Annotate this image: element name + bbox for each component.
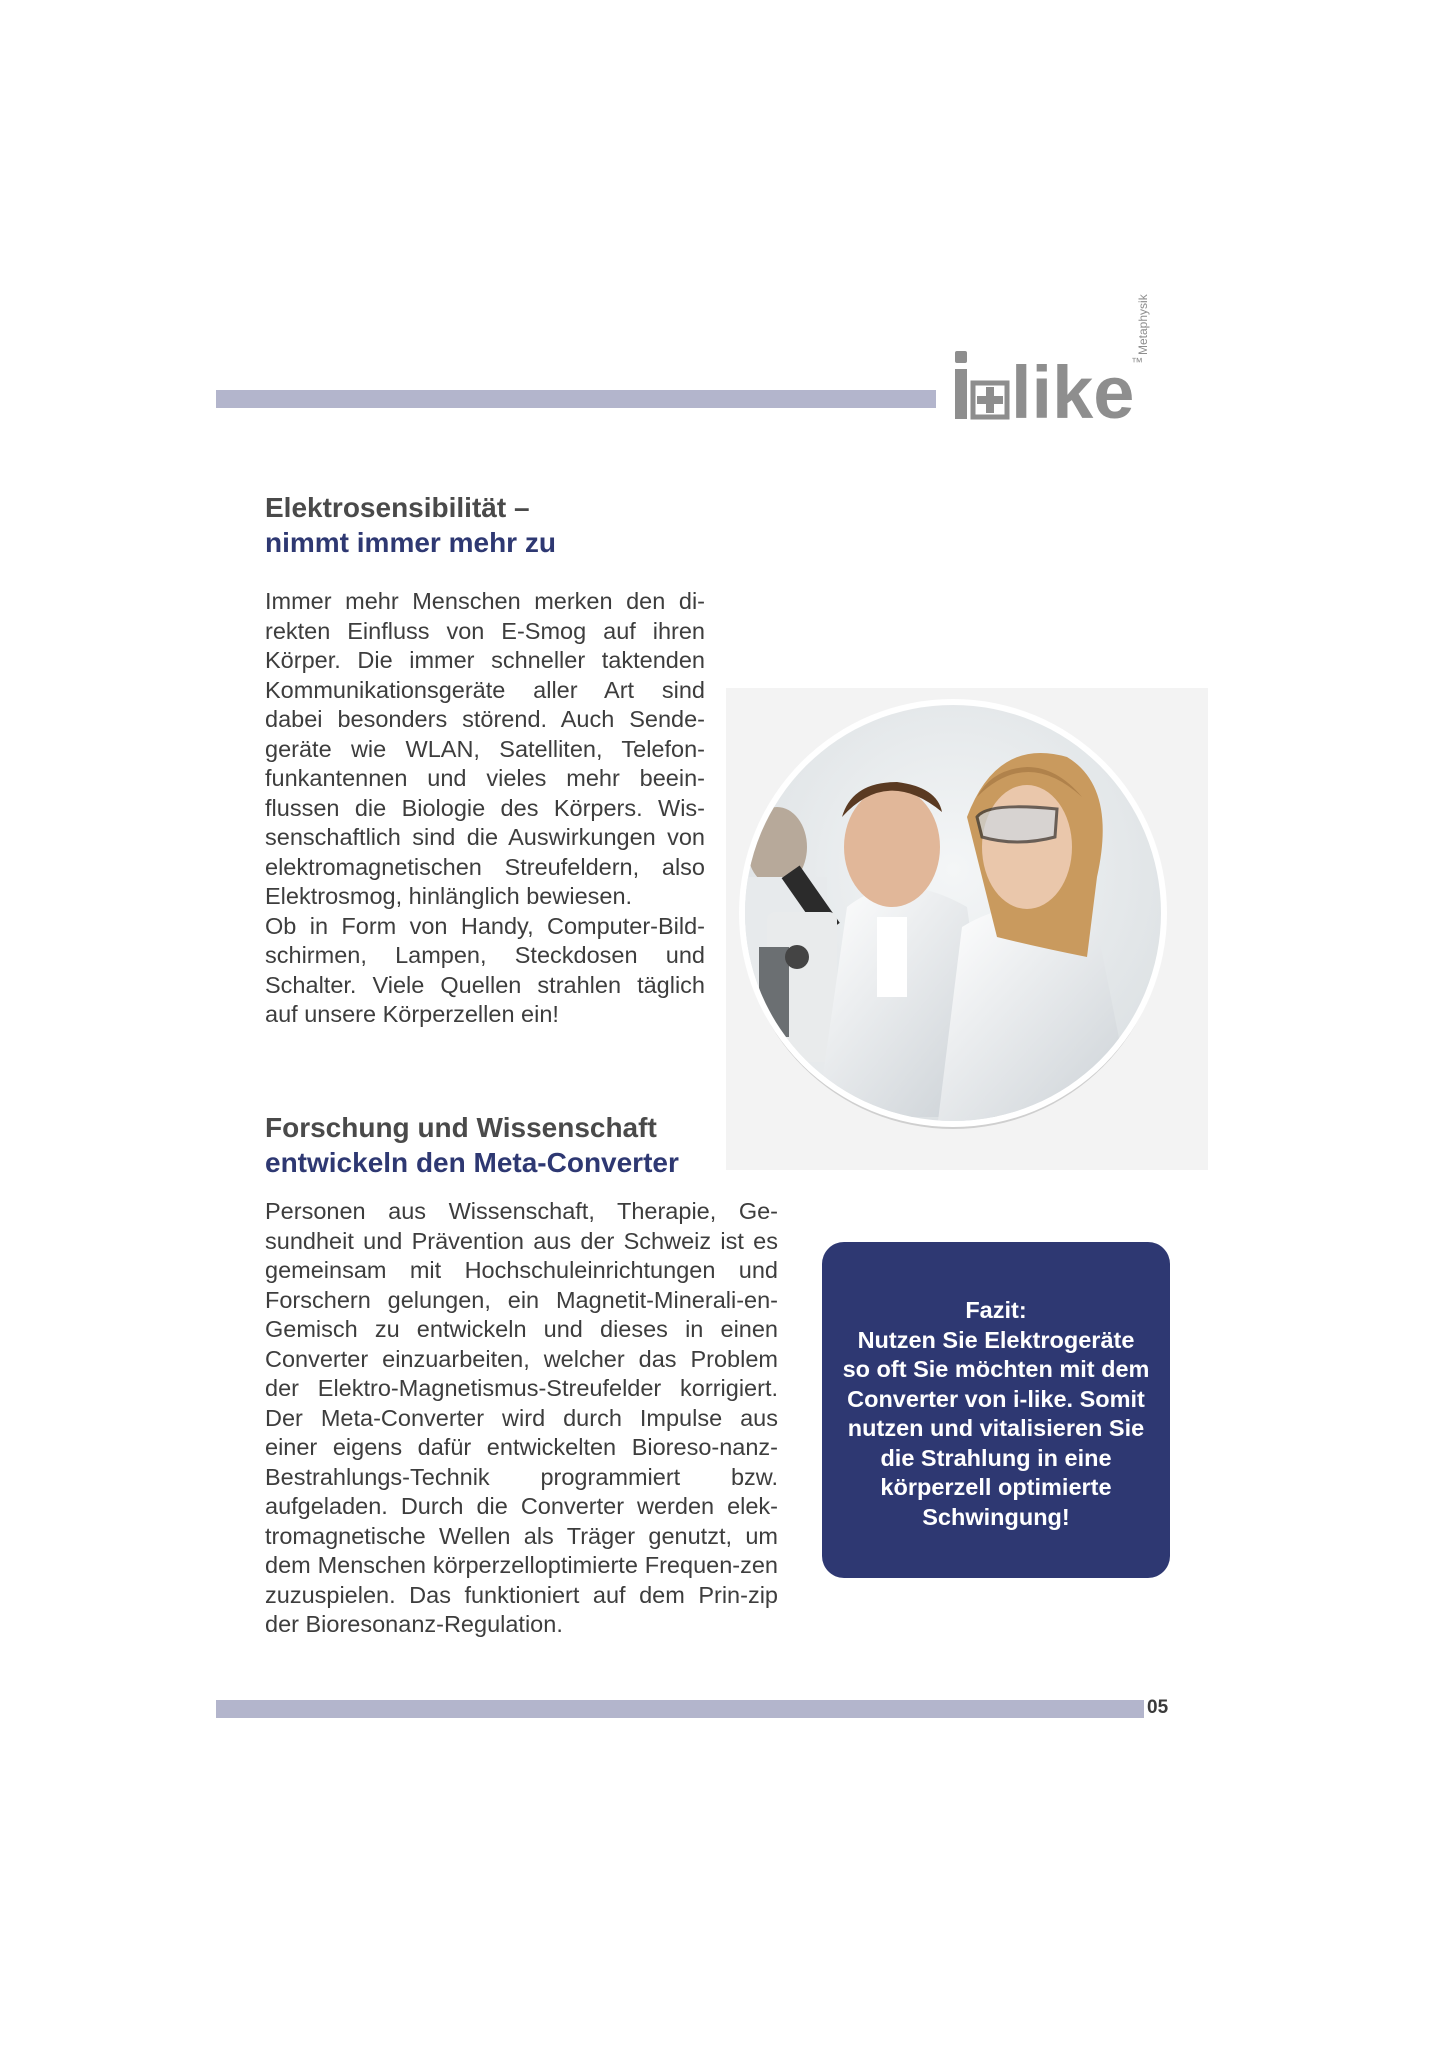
- fazit-line: nutzen und vitalisieren Sie: [847, 1415, 1145, 1441]
- footer-bar: [216, 1700, 1144, 1718]
- fazit-box: [822, 1242, 1170, 1578]
- fazit-line: körperzell optimierte: [880, 1474, 1112, 1500]
- paragraph: Immer mehr Menschen merken den di-rekten Einfluss von E-Smog auf ihren Körper. Die immer schneller taktenden Kommunikationsgeräte aller Art sind dabei besonders störend. Auch Sende-geräte wie WLAN, Satelliten, Telefon-funkantennen und vieles mehr beein-flussen die Biologie des Körpers. Wis-senschaftlich sind die Auswirkungen von elektromagnetischen Streufeldern, also Elektrosmog, hinlänglich bewiesen.: [265, 588, 705, 909]
- fazit-line: so oft Sie möchten mit dem: [842, 1356, 1150, 1382]
- trademark-symbol: ™: [1131, 355, 1143, 369]
- paragraph: Personen aus Wissenschaft, Therapie, Ge-sundheit und Prävention aus der Schweiz ist es gemeinsam mit Hochschuleinrichtungen und Forschern gelungen, ein Magnetit-Minerali-en-Gemisch zu entwickeln und dieses in einen Converter einzuarbeiten, welcher das Problem der Elektro-Magnetismus-Streufelder korrigiert. Der Meta-Converter wird durch Impulse aus einer eigens dafür entwickelten Bioreso-nanz-Bestrahlungs-Technik programmiert bzw. aufgeladen. Durch die Converter werden elek-tromagnetische Wellen als Träger genutzt, um dem Menschen körperzelloptimierte Frequen-zen zuzuspielen. Das funktioniert auf dem Prin-zip der Bioresonanz-Regulation.: [265, 1198, 778, 1637]
- paragraph: Ob in Form von Handy, Computer-Bild-schirmen, Lampen, Steckdosen und Schalter. Viele Quellen strahlen täglich auf unsere Körperzellen ein!: [265, 912, 705, 1027]
- section-body-forschung: [265, 1197, 778, 1640]
- section-title-line2: nimmt immer mehr zu: [265, 527, 556, 558]
- fazit-line: Nutzen Sie Elektrogeräte: [857, 1326, 1135, 1353]
- section-body-elektrosensibilitaet: [265, 587, 705, 1030]
- section-title-line2: entwickeln den Meta-Converter: [265, 1147, 679, 1178]
- section-title-forschung: [265, 1110, 765, 1180]
- page-number: 05: [1147, 1697, 1169, 1718]
- fazit-line: Converter von i-like. Somit: [847, 1385, 1145, 1412]
- section-title-line1: Elektrosensibilität –: [265, 492, 530, 523]
- fazit-line: Schwingung!: [922, 1503, 1070, 1530]
- fazit-heading: Fazit:: [965, 1297, 1027, 1323]
- fazit-line: die Strahlung in eine: [880, 1444, 1112, 1471]
- brand-logo: [953, 345, 1173, 425]
- logo-wordmark: [1173, 345, 1174, 346]
- svg-text:like: like: [1011, 351, 1135, 425]
- lab-scientists-photo: [737, 697, 1169, 1129]
- logo-subtitle: Metaphysik: [1136, 294, 1150, 355]
- header-bar: [216, 390, 936, 408]
- section-title-line1: Forschung und Wissenschaft: [265, 1112, 657, 1143]
- section-title-elektrosensibilitaet: [265, 490, 765, 560]
